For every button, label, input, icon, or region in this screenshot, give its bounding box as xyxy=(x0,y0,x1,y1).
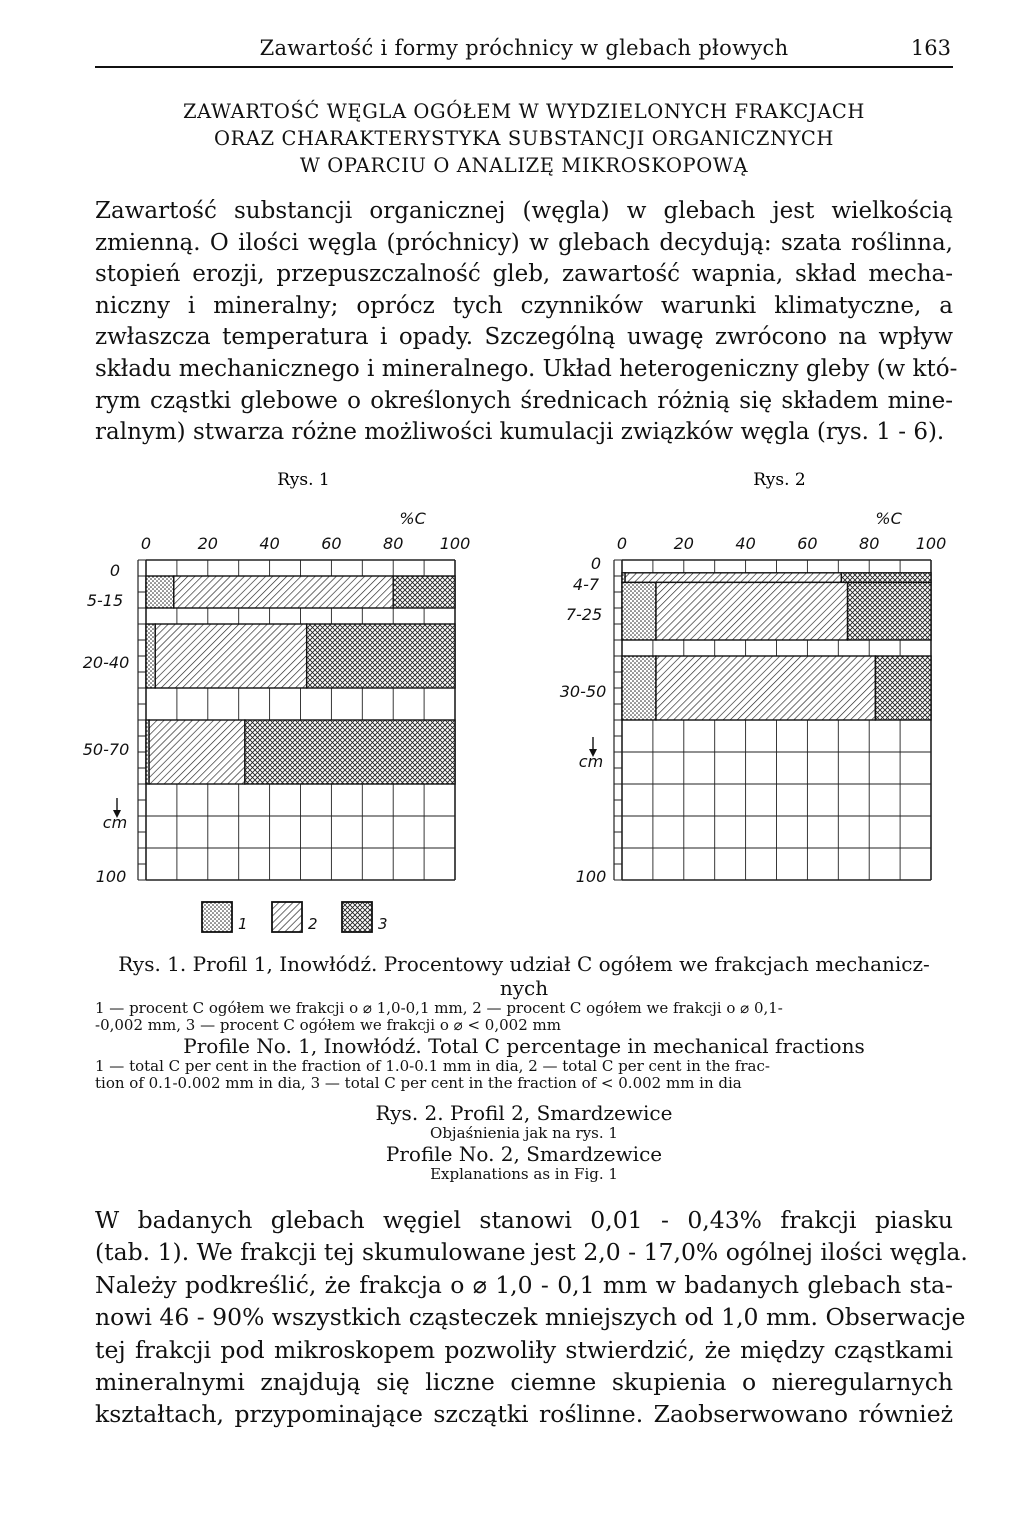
paragraph-line: stopień erozji, przepuszczalność gleb, zawartość wapnia, skład mecha- xyxy=(95,261,953,288)
axis-unit-label: %C xyxy=(399,509,426,528)
bar-segment-3 xyxy=(307,624,455,688)
x-tick-label: 60 xyxy=(797,534,818,553)
bar-segment-2 xyxy=(656,582,848,640)
bar-segment-3 xyxy=(393,576,455,608)
legend-swatch-1 xyxy=(202,902,232,932)
caption-pl-explanation: Objaśnienia jak na rys. 1 xyxy=(430,1124,618,1142)
x-tick-label: 40 xyxy=(259,534,280,553)
paragraph-line: zmienną. O ilości węgla (próchnicy) w glebach decydują: szata roślinna, xyxy=(95,229,953,256)
caption-pl-title: Rys. 2. Profil 2, Smardzewice xyxy=(375,1101,673,1125)
paragraph-line: Należy podkreślić, że frakcja o ⌀ 1,0 - 0,1 mm w badanych glebach sta- xyxy=(95,1270,953,1299)
figure-2 xyxy=(560,470,947,886)
x-tick-label: 20 xyxy=(197,534,218,553)
figure-label: Rys. 1 xyxy=(277,470,330,490)
caption-en-explanation: Explanations as in Fig. 1 xyxy=(430,1165,618,1183)
bar-segment-3 xyxy=(848,582,931,640)
bar-segment-2 xyxy=(149,720,245,784)
x-tick-label: 40 xyxy=(735,534,756,553)
x-tick-label: 20 xyxy=(673,534,694,553)
section-title-line: ORAZ CHARAKTERYSTYKA SUBSTANCJI ORGANICZNYCH xyxy=(213,127,835,150)
caption-pl-explanation: -0,002 mm, 3 — procent C ogółem we frakcji o ⌀ < 0,002 mm xyxy=(95,1016,561,1034)
paragraph-line: rym cząstki glebowe o określonych średnicach różnią się składem mine- xyxy=(95,387,953,414)
paragraph-line: ralnym) stwarza różne możliwości kumulacji związków węgla (rys. 1 - 6). xyxy=(95,419,945,446)
paragraph-line: (tab. 1). We frakcji tej skumulowane jest 2,0 - 17,0% ogólnej ilości węgla. xyxy=(95,1238,968,1267)
depth-label: 100 xyxy=(95,867,127,886)
depth-label: 20-40 xyxy=(82,653,130,672)
caption-en-title: Profile No. 2, Smardzewice xyxy=(385,1142,663,1166)
page-number: 163 xyxy=(910,36,951,60)
depth-label: cm xyxy=(102,813,128,832)
figure-2-caption xyxy=(95,1101,953,1183)
depth-label: 50-70 xyxy=(82,740,130,759)
legend-label: 2 xyxy=(308,915,318,933)
caption-en-title: Profile No. 1, Inowłódź. Total C percentage in mechanical fractions xyxy=(183,1034,865,1058)
paragraph-line: zwłaszcza temperatura i opady. Szczególną uwagę zwrócono na wpływ xyxy=(95,324,953,351)
caption-pl-title: Rys. 1. Profil 1, Inowłódź. Procentowy udział C ogółem we frakcjach mechanicz- xyxy=(118,952,930,976)
depth-label: 0 xyxy=(590,554,602,573)
figure-label: Rys. 2 xyxy=(753,470,806,490)
legend-swatch-3 xyxy=(342,902,372,932)
paragraph-line: tej frakcji pod mikroskopem pozwoliły stwierdzić, że między cząstkami xyxy=(95,1335,953,1364)
depth-label: 0 xyxy=(109,561,121,580)
depth-label: 4-7 xyxy=(572,575,600,594)
paragraph-line: W badanych glebach węgiel stanowi 0,01 - 0,43% frakcji piasku xyxy=(95,1206,953,1234)
paragraph-line: Zawartość substancji organicznej (węgla) w glebach jest wielkością xyxy=(95,198,953,224)
axis-unit-label: %C xyxy=(875,509,902,528)
paragraph-line: kształtach, przypominające szczątki roślinne. Zaobserwowano również xyxy=(95,1400,953,1429)
bar-segment-1 xyxy=(146,624,155,688)
paragraph-line: niczny i mineralny; oprócz tych czynników warunki klimatyczne, a xyxy=(95,292,953,319)
depth-label: 5-15 xyxy=(86,591,124,610)
bar-segment-2 xyxy=(656,656,875,720)
bar-segment-3 xyxy=(875,656,931,720)
body-paragraph-2 xyxy=(95,1204,968,1431)
section-title-line: W OPARCIU O ANALIZĘ MIKROSKOPOWĄ xyxy=(299,154,749,177)
x-tick-label: 60 xyxy=(321,534,342,553)
x-tick-label: 0 xyxy=(140,534,152,553)
depth-label: 100 xyxy=(575,867,607,886)
bar-segment-1 xyxy=(622,656,656,720)
legend-label: 3 xyxy=(378,915,388,933)
caption-pl-explanation: 1 — procent C ogółem we frakcji o ⌀ 1,0-0,1 mm, 2 — procent C ogółem we frakcji o ⌀ 0,1- xyxy=(95,999,783,1017)
running-head-title: Zawartość i formy próchnicy w glebach płowych xyxy=(259,36,789,60)
x-tick-label: 80 xyxy=(383,534,404,553)
x-tick-label: 0 xyxy=(616,534,628,553)
bar-segment-2 xyxy=(174,576,393,608)
bar-segment-2 xyxy=(625,573,841,583)
bar-segment-3 xyxy=(841,573,931,583)
caption-pl-title-cont: nych xyxy=(499,976,549,1000)
bar-segment-1 xyxy=(146,576,174,608)
bar-segment-3 xyxy=(245,720,455,784)
caption-en-explanation: 1 — total C per cent in the fraction of 1.0-0.1 mm in dia, 2 — total C per cent in the frac- xyxy=(95,1057,770,1075)
depth-label: 7-25 xyxy=(565,605,603,624)
paragraph-line: składu mechanicznego i mineralnego. Układ heterogeniczny gleby (w któ- xyxy=(95,355,958,382)
bar-segment-2 xyxy=(155,624,306,688)
legend-swatch-2 xyxy=(272,902,302,932)
figure-legend xyxy=(202,902,388,933)
paragraph-line: mineralnymi znajdują się liczne ciemne skupienia o nieregularnych xyxy=(95,1367,953,1396)
section-title-line: ZAWARTOŚĆ WĘGLA OGÓŁEM W WYDZIELONYCH FRAKCJACH xyxy=(182,100,866,123)
x-tick-label: 100 xyxy=(439,534,471,553)
caption-en-explanation: tion of 0.1-0.002 mm in dia, 3 — total C per cent in the fraction of < 0.002 mm in dia xyxy=(95,1074,742,1092)
x-tick-label: 80 xyxy=(859,534,880,553)
figure-1-caption xyxy=(95,952,953,1092)
paragraph-line: nowi 46 - 90% wszystkich cząsteczek mniejszych od 1,0 mm. Obserwacje xyxy=(95,1303,966,1332)
figure-1 xyxy=(83,470,471,886)
legend-label: 1 xyxy=(238,915,248,933)
depth-label: 30-50 xyxy=(559,682,607,701)
bar-segment-1 xyxy=(622,582,656,640)
x-tick-label: 100 xyxy=(915,534,947,553)
depth-label: cm xyxy=(578,752,604,771)
